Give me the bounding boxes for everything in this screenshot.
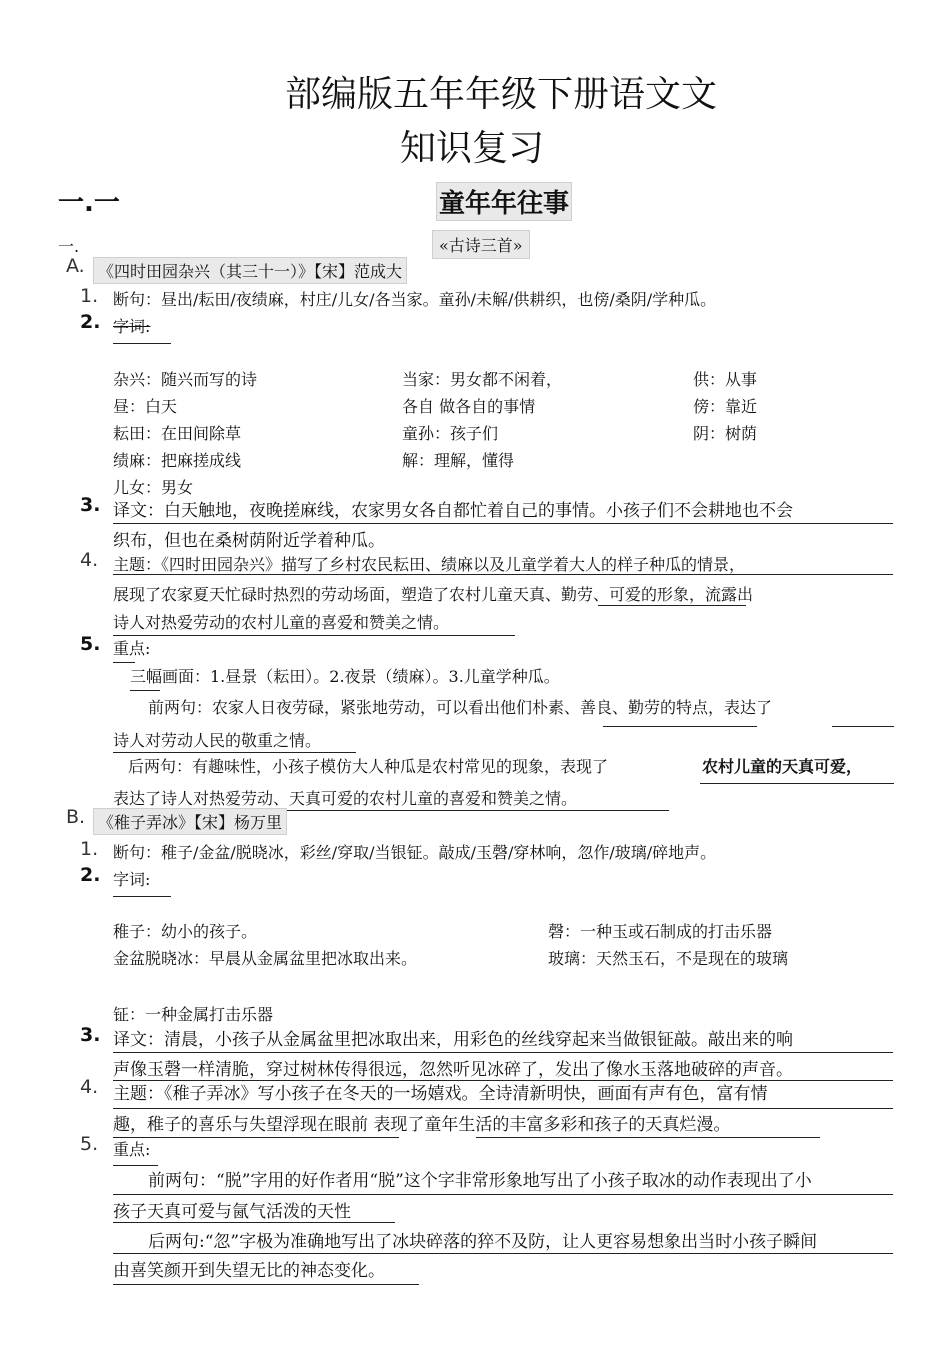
poem-a-key-p2-line1a: 后两句：有趣味性，小孩子模仿大人种瓜是农村常见的现象，表现了 xyxy=(128,757,609,776)
poem-a-scenes: 三幅画面：1.昼景（耘田）。2.夜景（绩麻）。3.儿童学种瓜。 xyxy=(130,667,560,686)
underline xyxy=(603,726,757,727)
underline xyxy=(113,1137,399,1138)
vocab-item: 供：从事 xyxy=(693,370,758,389)
poem-b-s2-num: 2. xyxy=(80,864,101,886)
poem-a-key-p2-line1b: 农村儿童的天真可爱， xyxy=(702,757,863,776)
vocab-item: 儿女：男女 xyxy=(113,478,194,497)
lesson-title: «古诗三首» xyxy=(432,230,530,259)
vocab-item: 阴：树荫 xyxy=(693,424,758,443)
underline xyxy=(113,1284,419,1285)
underline xyxy=(700,783,894,784)
poem-b-vocab-label: 字词: xyxy=(113,870,151,889)
poem-b-key-p2-line1: 后两句:“忽”字极为准确地写出了冰块碎落的猝不及防，让人更容易想象出当时小孩子瞬间 xyxy=(148,1232,818,1252)
poem-b-translation-line2: 声像玉磬一样清脆，穿过树林传得很远，忽然听见冰碎了，发出了像水玉落地破碎的声音。 xyxy=(113,1060,793,1080)
poem-a-vocab-col1 xyxy=(113,366,257,501)
poem-a-theme-line3: 诗人对热爱劳动的农村儿童的喜爱和赞美之情。 xyxy=(113,613,450,632)
vocab-item: 解：理解，懂得 xyxy=(402,451,515,470)
poem-a-vocab-col2 xyxy=(402,366,562,474)
poem-b-pause-marks: 断句：稚子/金盆/脱晓冰，彩丝/穿取/当银钲。敲成/玉磬/穿林响，忽作/玻璃/碎地声。 xyxy=(113,843,717,862)
underline xyxy=(113,1222,395,1223)
underline xyxy=(113,896,171,897)
vocab-item: 各自 做各自的事情 xyxy=(402,397,536,416)
poem-a-s4-num: 4. xyxy=(80,549,99,571)
underline xyxy=(832,726,894,727)
poem-a-pause-marks: 断句：昼出/耘田/夜绩麻，村庄/儿女/各当家。童孙/未解/供耕织，也傍/桑阴/学种瓜。 xyxy=(113,290,717,309)
poem-a-translation-line2: 织布，但也在桑树荫附近学着种瓜。 xyxy=(113,531,385,551)
vocab-item: 绩麻：把麻搓成线 xyxy=(113,451,242,470)
poem-a-letter: A. xyxy=(66,255,85,277)
unit-title: 童年年往事 xyxy=(436,182,572,221)
vocab-item: 磬：一种玉或石制成的打击乐器 xyxy=(548,922,773,941)
poem-a-vocab-label: 字词: xyxy=(113,317,151,336)
underline xyxy=(113,752,356,753)
underline xyxy=(113,1052,893,1053)
poem-b-key-p1-line2: 孩子天真可爱与氤气活泼的天性 xyxy=(113,1202,351,1222)
underline xyxy=(113,1194,893,1195)
poem-b-letter: B. xyxy=(66,806,86,828)
poem-b-key-p2-line2: 由喜笑颜开到失望无比的神态变化。 xyxy=(113,1261,385,1281)
vocab-item: 玻璃：天然玉石，不是现在的玻璃 xyxy=(548,949,789,968)
underline xyxy=(113,1108,893,1109)
unit-number: 一.一 xyxy=(58,188,120,218)
poem-b-vocab-extra: 钲：一种金属打击乐器 xyxy=(113,1005,274,1024)
underline xyxy=(113,574,893,575)
poem-a-s5-num: 5. xyxy=(80,633,101,655)
poem-b-theme-line2: 趣，稚子的喜乐与失望浮现在眼前 表现了童年生活的丰富多彩和孩子的天真烂漫。 xyxy=(113,1115,731,1135)
vocab-item: 傍：靠近 xyxy=(693,397,758,416)
poem-a-key-p1-line2: 诗人对劳动人民的敬重之情。 xyxy=(113,731,322,750)
vocab-item: 当家：男女都不闲着， xyxy=(402,370,563,389)
underline xyxy=(113,662,135,663)
poem-a-theme-line2: 展现了农家夏天忙碌时热烈的劳动场面，塑造了农村儿童天真、勤劳、可爱的形象，流露出 xyxy=(113,585,754,604)
poem-a-vocab-col3 xyxy=(693,366,757,447)
document-title-line1: 部编版五年年级下册语文文 xyxy=(285,74,718,115)
poem-b-vocab-right xyxy=(548,918,788,972)
poem-b-s1-num: 1. xyxy=(80,838,99,860)
poem-a-s1-num: 1. xyxy=(80,285,99,307)
poem-b-key-label: 重点: xyxy=(113,1140,151,1159)
poem-b-key-p1-line1: 前两句：“脱”字用的好作者用“脱”这个字非常形象地写出了小孩子取冰的动作表现出了小 xyxy=(148,1171,812,1191)
poem-a-theme-line1: 主题：《四时田园杂兴》描写了乡村农民耘田、绩麻以及儿童学着大人的样子种瓜的情景， xyxy=(113,555,746,574)
vocab-item: 童孙：孩子们 xyxy=(402,424,499,443)
poem-b-s5-num: 5. xyxy=(80,1133,99,1155)
poem-b-theme-line1: 主题：《稚子弄冰》写小孩子在冬天的一场嬉戏。全诗清新明快，画面有声有色，富有情 xyxy=(113,1084,768,1104)
vocab-item: 昼：白天 xyxy=(113,397,178,416)
underline xyxy=(113,343,171,344)
poem-b-vocab-left xyxy=(113,918,417,972)
poem-b-title: 《稚子弄冰》【宋】杨万里 xyxy=(93,808,287,835)
poem-b-s3-num: 3. xyxy=(80,1024,101,1046)
vocab-item: 稚子：幼小的孩子。 xyxy=(113,922,258,941)
underline xyxy=(476,1137,820,1138)
poem-a-key-label: 重点: xyxy=(113,639,151,658)
poem-a-key-p1-line1: 前两句：农家人日夜劳碌，紧张地劳动，可以看出他们朴素、善良、勤劳的特点，表达了 xyxy=(148,698,773,717)
underline xyxy=(113,523,893,524)
poem-a-title: 《四时田园杂兴（其三十一）》【宋】范成大 xyxy=(93,257,407,284)
vocab-item: 耘田：在田间除草 xyxy=(113,424,242,443)
poem-a-translation-line1: 译文：白天触地，夜晚搓麻线，农家男女各自都忙着自己的事情。小孩子们不会耕地也不会 xyxy=(113,501,793,521)
poem-a-s2-num: 2. xyxy=(80,311,101,333)
poem-b-translation-line1: 译文：清晨，小孩子从金属盆里把冰取出来，用彩色的丝线穿起来当做银钲敲。敲出来的响 xyxy=(113,1030,793,1050)
vocab-item: 金盆脱晓冰：早晨从金属盆里把冰取出来。 xyxy=(113,949,418,968)
vocab-item: 杂兴：随兴而写的诗 xyxy=(113,370,258,389)
document-title-line2: 知识复习 xyxy=(400,128,545,169)
poem-a-s3-num: 3. xyxy=(80,494,101,516)
underline xyxy=(113,1253,893,1254)
lesson-number: 一. xyxy=(58,237,80,256)
poem-a-key-p2-line2: 表达了诗人对热爱劳动、天真可爱的农村儿童的喜爱和赞美之情。 xyxy=(113,789,578,808)
underline xyxy=(113,635,515,636)
underline xyxy=(130,690,160,691)
underline xyxy=(598,605,746,606)
underline xyxy=(113,1080,893,1081)
poem-b-s4-num: 4. xyxy=(80,1076,99,1098)
